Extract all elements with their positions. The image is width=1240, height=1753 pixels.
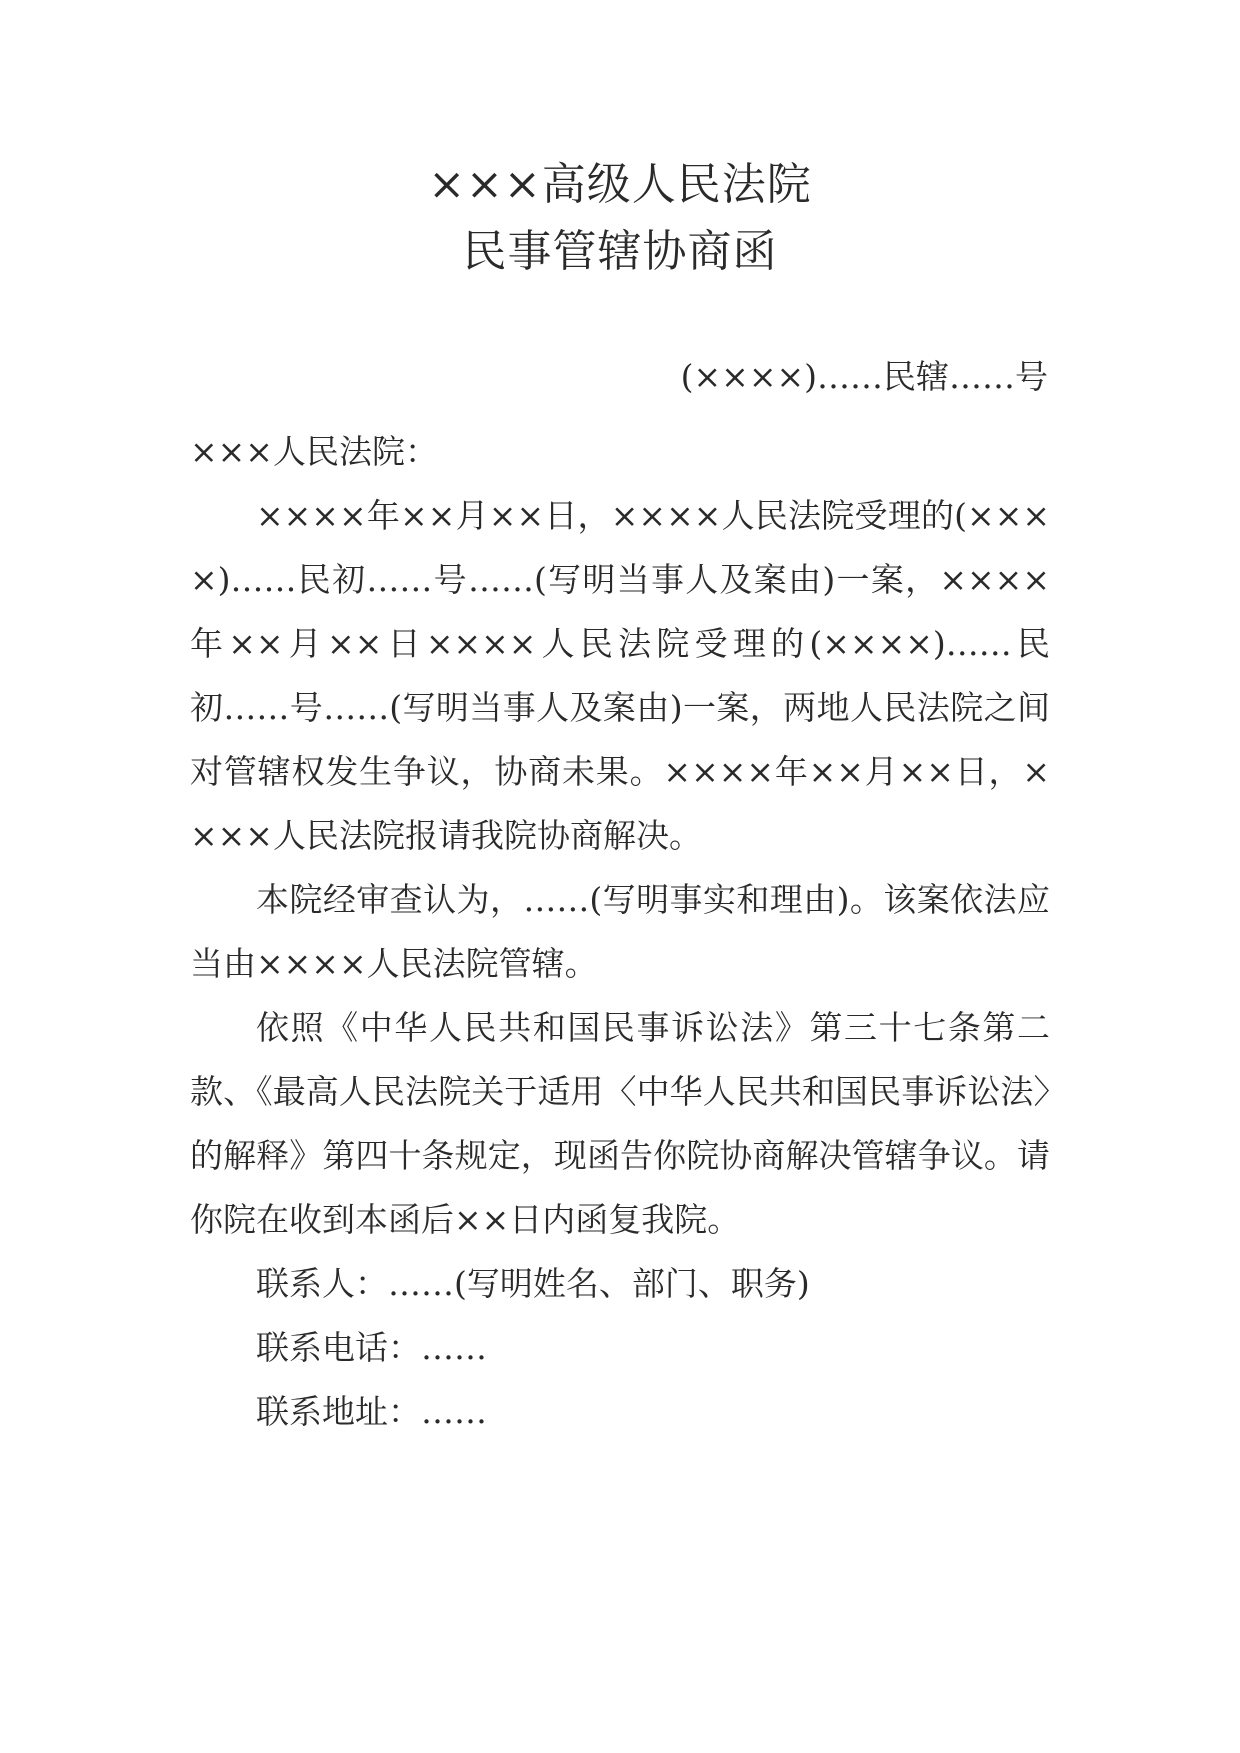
contact-address: 联系地址：…… bbox=[256, 1392, 487, 1431]
document-number: (××××)……民辖……号 bbox=[680, 357, 1048, 396]
letter-body bbox=[190, 420, 1050, 1444]
document-type-title: 民事管辖协商函 bbox=[462, 226, 778, 277]
contact-phone: 联系电话：…… bbox=[256, 1328, 487, 1367]
paragraph-case-background: ××××年××月××日，××××人民法院受理的(××××)……民初……号……(写明当事人及案由)一案，××××年××月××日××××人民法院受理的(××××)……民初……号……(写明当事人及案由)一案，两地人民法院之间对管辖权发生争议，协商未果。××××年××月××日，××××人民法院报请我院协商解决。 bbox=[190, 496, 1050, 855]
recipient-line: ×××人民法院： bbox=[190, 432, 438, 471]
contact-person: 联系人：……(写明姓名、部门、职务) bbox=[256, 1264, 810, 1303]
court-title: ×××高级人民法院 bbox=[428, 159, 812, 210]
paragraph-legal-basis: 依照《中华人民共和国民事诉讼法》第三十七条第二款、《最高人民法院关于适用〈中华人民共和国民事诉讼法〉的解释》第四十条规定，现函告你院协商解决管辖争议。请你院在收到本函后××日内函复我院。 bbox=[190, 1008, 1050, 1239]
paragraph-court-opinion: 本院经审查认为，……(写明事实和理由)。该案依法应当由××××人民法院管辖。 bbox=[190, 880, 1050, 983]
